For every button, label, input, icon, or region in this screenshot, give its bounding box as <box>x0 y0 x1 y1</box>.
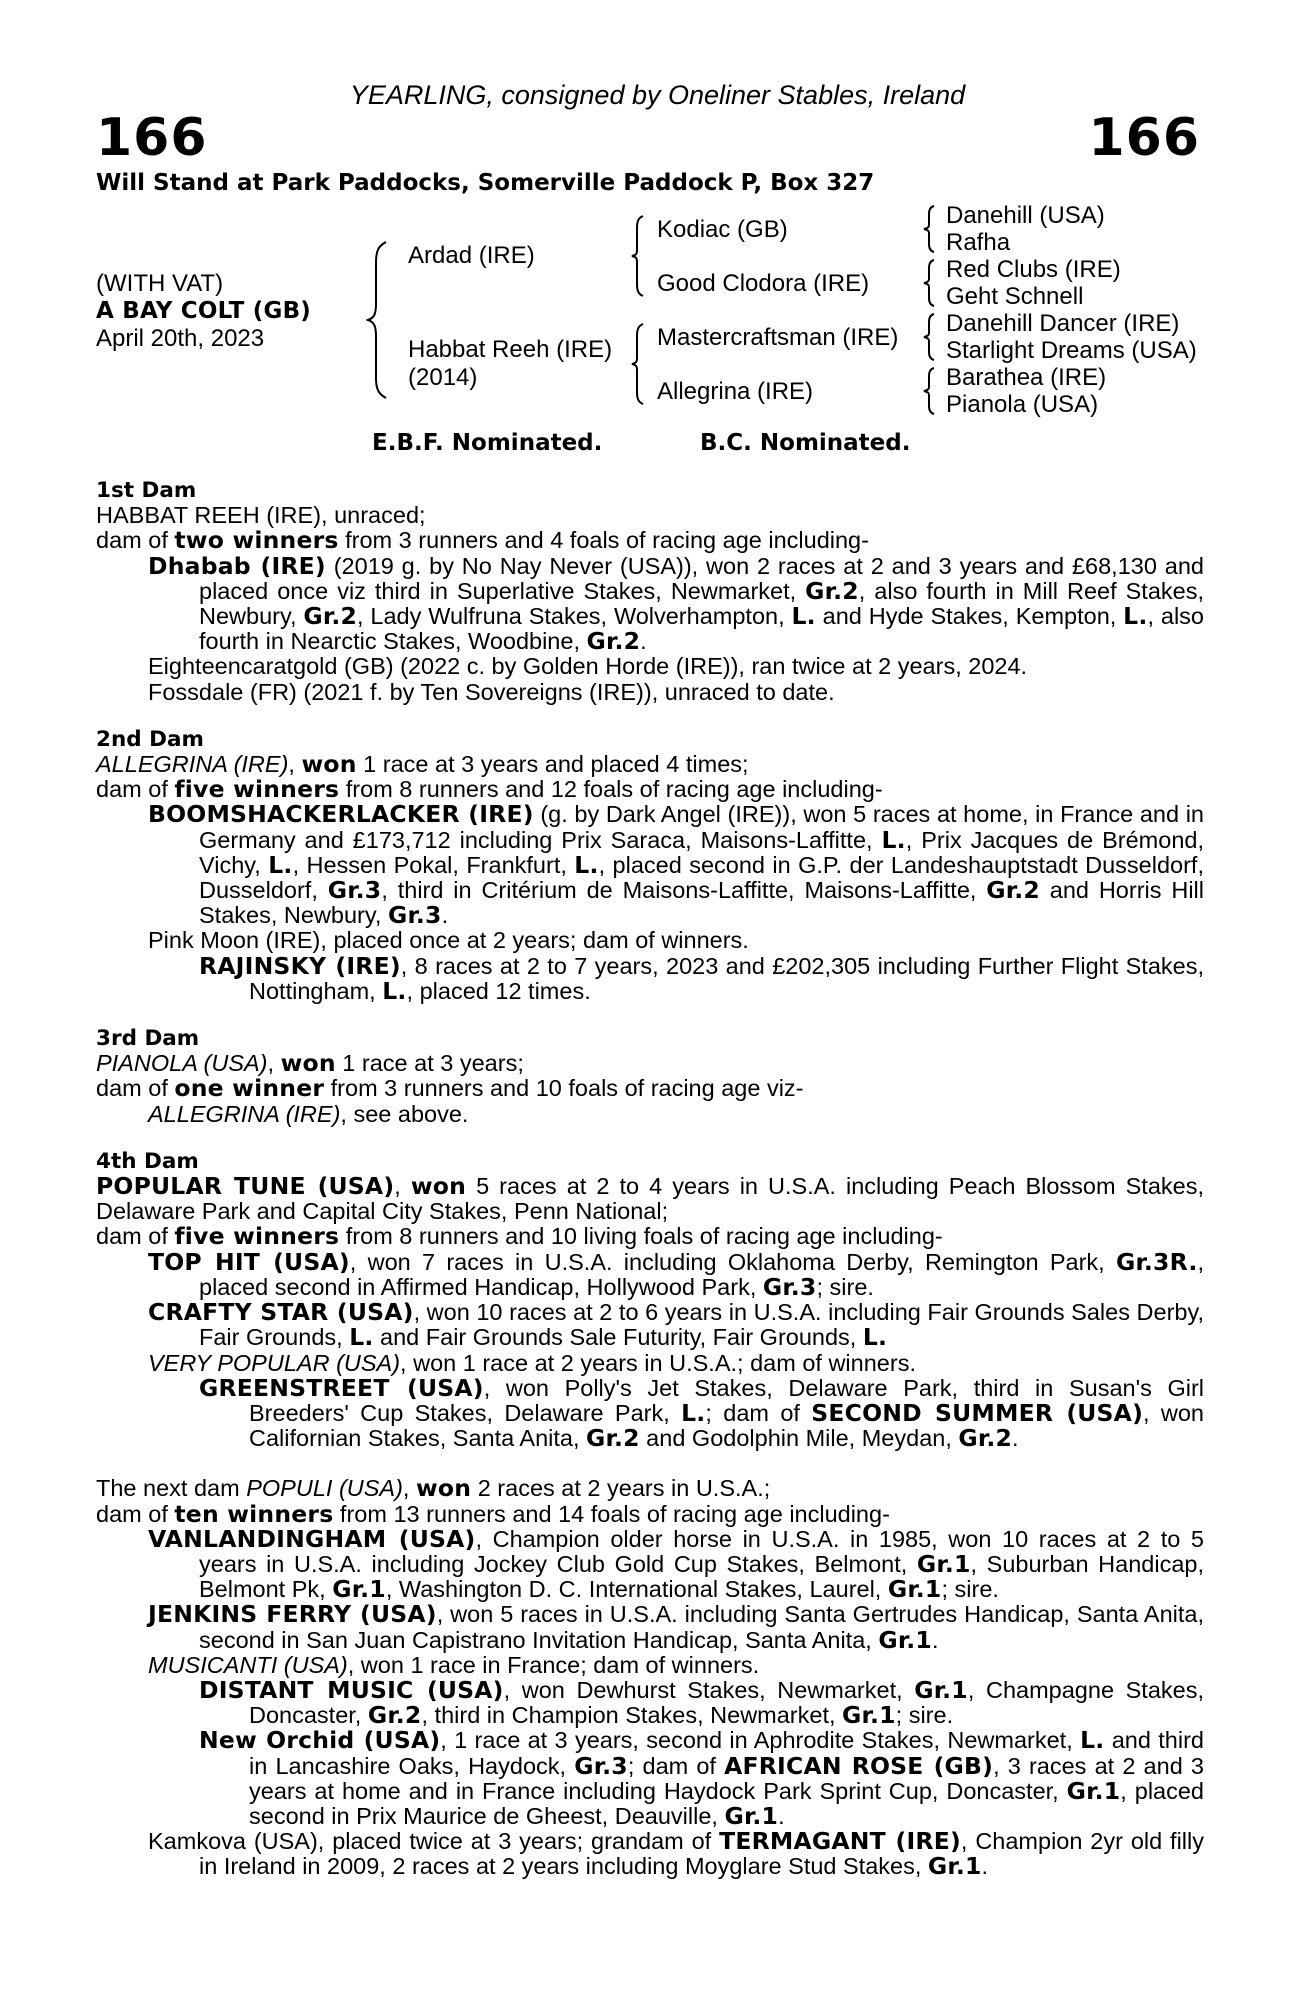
ebf-nomination: E.B.F. Nominated. <box>372 430 603 456</box>
pedigree-sire-dam: Good Clodora (IRE) <box>657 270 870 297</box>
pedigree-g3-6: Starlight Dreams (USA) <box>946 337 1197 364</box>
first-dam-runner-eighteencaratgold: Eighteencaratgold (GB) (2022 c. by Golden Horde (IRE)), ran twice at 2 years, 2024. <box>148 653 1028 680</box>
third-dam-heading: 3rd Dam <box>96 1026 200 1052</box>
first-dam-line: HABBAT REEH (IRE), unraced; <box>96 502 426 529</box>
next-dam-produce-summary: dam of ten winners from 13 runners and 14 foals of racing age including- <box>96 1499 890 1528</box>
consignment-header: YEARLING, consigned by Oneliner Stables, Ireland <box>349 80 966 110</box>
pedigree-sire-sire: Kodiac (GB) <box>657 216 788 243</box>
first-dam-produce-summary: dam of two winners from 3 runners and 4 foals of racing age including- <box>96 526 869 555</box>
second-dam-runner-rajinsky: RAJINSKY (IRE), 8 races at 2 to 7 years, 2023 and £202,305 including Further Flight Stakes, Nottingham, L., placed 12 times. <box>199 951 1204 1005</box>
pedigree-g3-7: Barathea (IRE) <box>946 364 1107 391</box>
fourth-dam-runner-crafty-star: CRAFTY STAR (USA), won 10 races at 2 to 6 years in U.S.A. including Fair Grounds Sales Derby, Fair Grounds, L. and Fair Grounds Sale Futurity, Fair Grounds, L. <box>148 1298 1204 1352</box>
third-dam-line: PIANOLA (USA), won 1 race at 3 years; <box>96 1049 524 1078</box>
horse-name: A BAY COLT (GB) <box>96 298 312 324</box>
fourth-dam-line: POPULAR TUNE (USA), won 5 races at 2 to 4 years in U.S.A. including Peach Blossom Stakes, Delaware Park and Capital City Stakes, Penn National; <box>96 1172 1204 1225</box>
first-dam-heading: 1st Dam <box>96 478 197 503</box>
pedigree-g3-4: Geht Schnell <box>946 283 1084 310</box>
pedigree-dam-year: (2014) <box>408 364 478 391</box>
lot-number-left: 166 <box>96 108 208 168</box>
pedigree-g3-5: Danehill Dancer (IRE) <box>946 310 1180 337</box>
second-dam-runner-pink-moon: Pink Moon (IRE), placed once at 2 years; dam of winners. <box>148 927 749 954</box>
next-dam-runner-jenkins-ferry: JENKINS FERRY (USA), won 5 races in U.S.A. including Santa Gertrudes Handicap, Santa Anita, second in San Juan Capistrano Invitation Handicap, Santa Anita, Gr.1. <box>148 1600 1204 1654</box>
pedigree-main-brace <box>366 240 390 400</box>
g3-brace-1 <box>922 204 936 254</box>
fourth-dam-runner-greenstreet: GREENSTREET (USA), won Polly's Jet Stakes, Delaware Park, third in Susan's Girl Breeders' Cup Stakes, Delaware Park, L.; dam of SECOND SUMMER (USA), won Californian Stakes, Santa Anita, Gr.2 and Godolphin Mile, Meydan, Gr.2. <box>199 1373 1204 1453</box>
fourth-dam-heading: 4th Dam <box>96 1148 199 1174</box>
next-dam-runner-new-orchid: New Orchid (USA), 1 race at 3 years, second in Aphrodite Stakes, Newmarket, L. and third in Lancashire Oaks, Haydock, Gr.3; dam of AFRICAN ROSE (GB), 3 races at 2 and 3 years at home and in France including Haydock Park Sprint Cup, Doncaster, Gr.1, placed second in Prix Maurice de Gheest, Deauville, Gr.1. <box>199 1726 1205 1830</box>
pedigree-g3-2: Rafha <box>946 229 1011 256</box>
g3-brace-3 <box>922 312 936 362</box>
pedigree-sire: Ardad (IRE) <box>408 242 535 269</box>
fourth-dam-runner-top-hit: TOP HIT (USA), won 7 races in U.S.A. including Oklahoma Derby, Remington Park, Gr.3R., placed second in Affirmed Handicap, Hollywood Park, Gr.3; sire. <box>148 1247 1204 1301</box>
catalogue-body <box>96 478 1204 1880</box>
next-dam-runner-musicanti: MUSICANTI (USA), won 1 race in France; dam of winners. <box>148 1651 760 1678</box>
first-dam-runner-fossdale: Fossdale (FR) (2021 f. by Ten Sovereigns (IRE)), unraced to date. <box>148 678 835 705</box>
pedigree-dam: Habbat Reeh (IRE) <box>408 336 613 363</box>
sire-line-brace <box>630 214 646 298</box>
next-dam-line: The next dam POPULI (USA), won 2 races at 2 years in U.S.A.; <box>96 1474 771 1503</box>
second-dam-line: ALLEGRINA (IRE), won 1 race at 3 years and placed 4 times; <box>96 750 749 779</box>
second-dam-produce-summary: dam of five winners from 8 runners and 12 foals of racing age including- <box>96 775 883 804</box>
dam-line-brace <box>630 322 646 406</box>
second-dam-runner-boomshackerlacker: BOOMSHACKERLACKER (IRE) (g. by Dark Angel (IRE)), won 5 races at home, in France and in Germany and £173,712 including Prix Saraca, Maisons-Laffitte, L., Prix Jacques de Brémond, Vichy, L., Hessen Pokal, Frankfurt, L., placed second in G.P. der Landeshauptstadt Dusseldorf, Dusseldorf, Gr.3, third in Critérium de Maisons-Laffitte, Maisons-Laffitte, Gr.2 and Horris Hill Stakes, Newbury, Gr.3. <box>148 800 1204 930</box>
foaling-date: April 20th, 2023 <box>96 325 265 352</box>
third-dam-runner-allegrina: ALLEGRINA (IRE), see above. <box>148 1100 469 1127</box>
next-dam-runner-vanlandingham: VANLANDINGHAM (USA), Champion older horse in U.S.A. in 1985, won 10 races at 2 to 5 years in U.S.A. including Jockey Club Gold Cup Stakes, Belmont, Gr.1, Suburban Handicap, Belmont Pk, Gr.1, Washington D. C. International Stakes, Laurel, Gr.1; sire. <box>148 1524 1204 1604</box>
pedigree-g3-8: Pianola (USA) <box>946 391 1099 418</box>
lot-number-right: 166 <box>1088 108 1200 168</box>
pedigree-dam-sire: Mastercraftsman (IRE) <box>657 324 899 351</box>
third-dam-produce-summary: dam of one winner from 3 runners and 10 foals of racing age viz- <box>96 1074 804 1103</box>
fourth-dam-runner-very-popular: VERY POPULAR (USA), won 1 race at 2 years in U.S.A.; dam of winners. <box>148 1349 916 1376</box>
vat-note: (WITH VAT) <box>96 270 224 297</box>
g3-brace-4 <box>922 366 936 416</box>
pedigree-dam-dam: Allegrina (IRE) <box>657 378 814 405</box>
bc-nomination: B.C. Nominated. <box>700 430 911 456</box>
g3-brace-2 <box>922 258 936 308</box>
first-dam-runner-dhabab: Dhabab (IRE) (2019 g. by No Nay Never (USA)), won 2 races at 2 and 3 years and £68,130 and placed once viz third in Superlative Stakes, Newmarket, Gr.2, also fourth in Mill Reef Stakes, Newbury, Gr.2, Lady Wulfruna Stakes, Wolverhampton, L. and Hyde Stakes, Kempton, L., also fourth in Nearctic Stakes, Woodbine, Gr.2. <box>148 551 1204 656</box>
stand-location: Will Stand at Park Paddocks, Somerville Paddock P, Box 327 <box>96 170 875 196</box>
fourth-dam-produce-summary: dam of five winners from 8 runners and 10 living foals of racing age including- <box>96 1222 943 1251</box>
second-dam-heading: 2nd Dam <box>96 726 204 752</box>
pedigree-g3-1: Danehill (USA) <box>946 202 1105 229</box>
next-dam-runner-distant-music: DISTANT MUSIC (USA), won Dewhurst Stakes, Newmarket, Gr.1, Champagne Stakes, Doncaster, Gr.2, third in Champion Stakes, Newmarket, Gr.1; sire. <box>199 1675 1204 1730</box>
next-dam-runner-kamkova: Kamkova (USA), placed twice at 3 years; grandam of TERMAGANT (IRE), Champion 2yr old filly in Ireland in 2009, 2 races at 2 years including Moyglare Stud Stakes, Gr.1. <box>148 1827 1204 1881</box>
pedigree-g3-3: Red Clubs (IRE) <box>946 256 1121 283</box>
